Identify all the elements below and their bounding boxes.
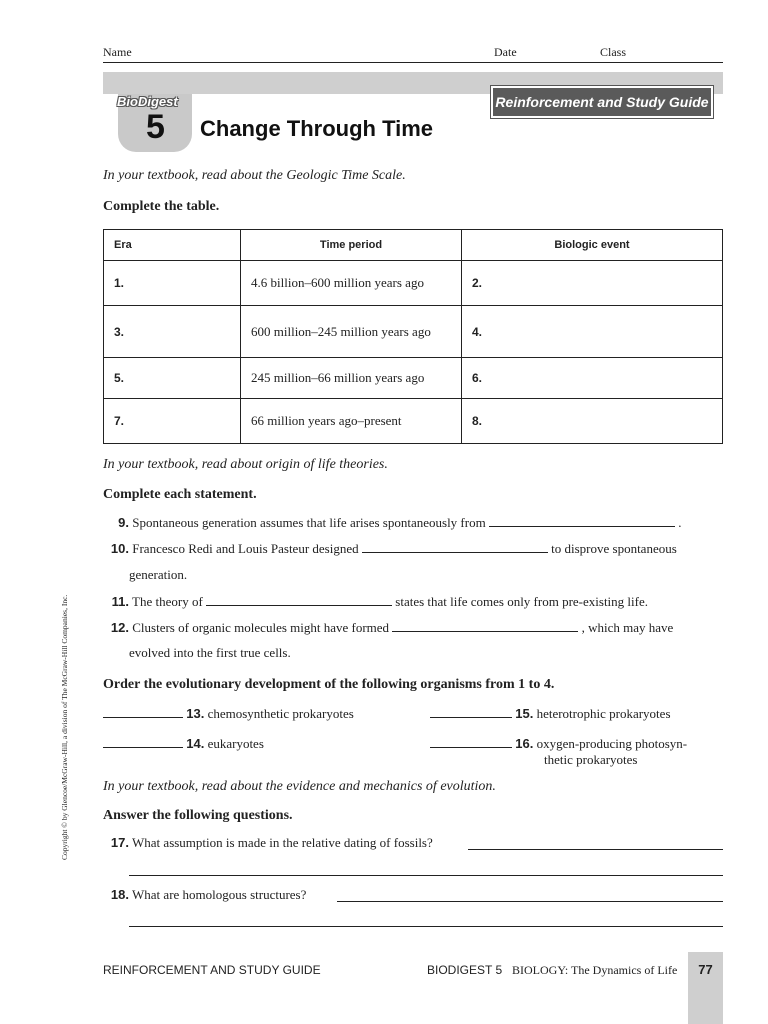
question-18 (103, 887, 306, 903)
class-label: Class (600, 45, 627, 59)
answer-blank[interactable] (489, 514, 675, 527)
statement-text-after: to disprove spontaneous (551, 541, 677, 556)
statement-text: Clusters of organic molecules might have formed (132, 620, 390, 635)
answer-line[interactable] (129, 926, 723, 927)
header-rule (103, 62, 723, 63)
answer-blank[interactable] (103, 705, 183, 718)
event-cell[interactable]: 2. (462, 261, 723, 306)
era-cell[interactable]: 3. (104, 306, 241, 358)
table-row (104, 261, 723, 306)
organism-text: oxygen-producing photosyn- (536, 736, 688, 751)
study-guide-label: Reinforcement and Study Guide (491, 86, 713, 118)
answer-blank[interactable] (430, 705, 512, 718)
answer-line[interactable] (337, 901, 723, 902)
era-cell[interactable]: 5. (104, 358, 241, 399)
period-cell: 4.6 billion–600 million years ago (241, 261, 462, 306)
instruction-questions: Answer the following questions. (103, 808, 293, 823)
period-cell: 600 million–245 million years ago (241, 306, 462, 358)
statement-text: Spontaneous generation assumes that life arises spontaneously from (132, 515, 486, 530)
organism-16 (430, 735, 687, 752)
answer-blank[interactable] (103, 735, 183, 748)
statement-9 (103, 514, 723, 531)
statement-end: . (678, 515, 682, 530)
answer-blank[interactable] (206, 593, 392, 606)
copyright-notice: Copyright © by Glencoe/McGraw-Hill, a division of The McGraw-Hill Companies, Inc. (60, 594, 69, 860)
question-17 (103, 835, 433, 851)
question-number: 12. (110, 620, 129, 635)
organism-16-cont: thetic prokaryotes (544, 752, 638, 767)
question-number: 17. (110, 835, 129, 850)
question-number: 14. (186, 736, 205, 751)
question-text: What are homologous structures? (132, 887, 307, 902)
instruction-table: Complete the table. (103, 199, 220, 214)
question-number: 13. (186, 706, 205, 721)
table-row (104, 399, 723, 444)
organism-text: eukaryotes (207, 736, 264, 751)
table-row (104, 306, 723, 358)
event-cell[interactable]: 6. (462, 358, 723, 399)
organism-15 (430, 705, 671, 722)
table-header-row (104, 230, 723, 261)
name-label: Name (103, 45, 132, 59)
intro-evidence: In your textbook, read about the evidence and mechanics of evolution. (103, 779, 496, 794)
footer-book: BIOLOGY: The Dynamics of Life (512, 963, 678, 977)
era-cell[interactable]: 7. (104, 399, 241, 444)
col-time-period: Time period (241, 230, 462, 261)
date-label: Date (494, 45, 517, 59)
intro-geologic: In your textbook, read about the Geologic Time Scale. (103, 168, 406, 183)
period-cell: 66 million years ago–present (241, 399, 462, 444)
question-number: 15. (515, 706, 534, 721)
intro-origin: In your textbook, read about origin of life theories. (103, 457, 388, 472)
col-biologic-event: Biologic event (462, 230, 723, 261)
instruction-statements: Complete each statement. (103, 487, 257, 502)
statement-text: The theory of (132, 594, 203, 609)
statement-10-cont: generation. (129, 567, 188, 582)
statement-text-after: states that life comes only from pre-existing life. (395, 594, 648, 609)
statement-10 (103, 540, 723, 557)
col-era: Era (104, 230, 241, 261)
page-title: Change Through Time (200, 116, 434, 141)
event-cell[interactable]: 8. (462, 399, 723, 444)
question-number: 16. (515, 736, 534, 751)
organism-text: chemosynthetic prokaryotes (207, 706, 354, 721)
chapter-number: 5 (146, 108, 165, 146)
page-number: 77 (698, 962, 713, 977)
organism-13 (103, 705, 354, 722)
question-number: 9. (118, 515, 129, 530)
question-number: 11. (111, 594, 129, 609)
answer-blank[interactable] (392, 619, 578, 632)
answer-blank[interactable] (430, 735, 512, 748)
table-row (104, 358, 723, 399)
statement-12 (103, 619, 723, 636)
footer-biodigest: BIODIGEST 5 (427, 963, 503, 977)
footer-left: REINFORCEMENT AND STUDY GUIDE (103, 963, 321, 977)
geologic-table (103, 229, 723, 444)
statement-12-cont: evolved into the first true cells. (129, 645, 291, 660)
question-number: 10. (110, 541, 129, 556)
answer-line[interactable] (129, 875, 723, 876)
statement-text-after: , which may have (581, 620, 674, 635)
answer-blank[interactable] (362, 540, 548, 553)
organism-14 (103, 735, 264, 752)
statement-text: Francesco Redi and Louis Pasteur designed (132, 541, 359, 556)
question-number: 18. (110, 887, 129, 902)
era-cell[interactable]: 1. (104, 261, 241, 306)
organism-text: heterotrophic prokaryotes (536, 706, 671, 721)
event-cell[interactable]: 4. (462, 306, 723, 358)
question-text: What assumption is made in the relative dating of fossils? (132, 835, 433, 850)
biodigest-brand: BioDigest (117, 94, 178, 109)
answer-line[interactable] (468, 849, 723, 850)
statement-11 (103, 593, 723, 610)
instruction-order: Order the evolutionary development of the following organisms from 1 to 4. (103, 677, 555, 692)
period-cell: 245 million–66 million years ago (241, 358, 462, 399)
